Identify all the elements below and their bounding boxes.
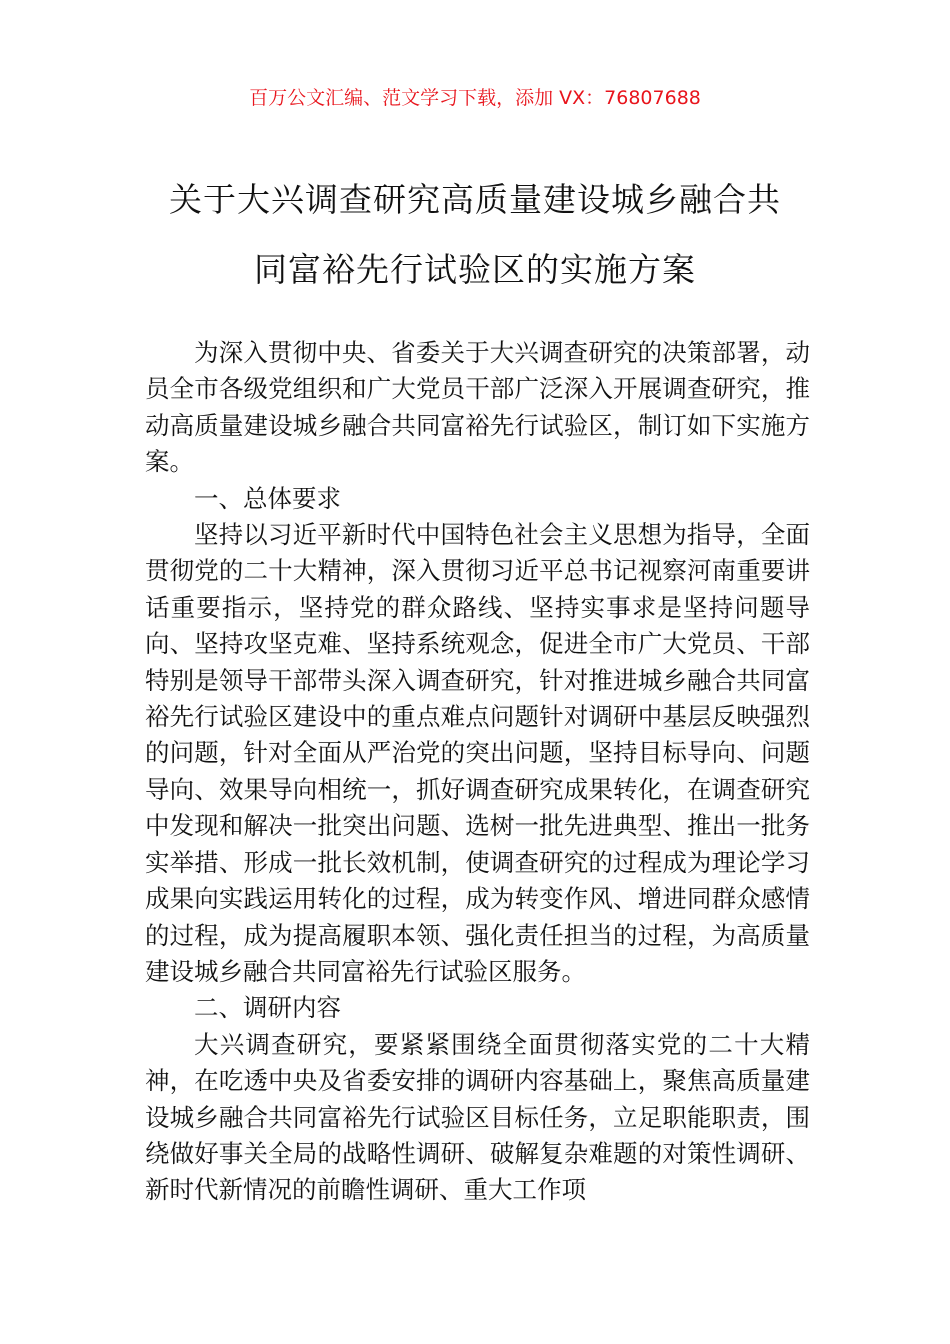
intro-paragraph: 为深入贯彻中央、省委关于大兴调查研究的决策部署，动员全市各级党组织和广大党员干部广泛深入开展调查研究，推动高质量建设城乡融合共同富裕先行试验区，制订如下实施方案。 [145, 338, 810, 477]
document-body [145, 335, 810, 1209]
document-title-line-2: 同富裕先行试验区的实施方案 [254, 250, 696, 289]
section-heading-research-content: 二、调研内容 [194, 993, 341, 1023]
document-title-line-1: 关于大兴调查研究高质量建设城乡融合共 [169, 180, 781, 219]
section-heading-overall-requirements: 一、总体要求 [194, 483, 341, 513]
section-paragraph-overall-requirements: 坚持以习近平新时代中国特色社会主义思想为指导，全面贯彻党的二十大精神，深入贯彻习近平总书记视察河南重要讲话重要指示，坚持党的群众路线、坚持实事求是坚持问题导向、坚持攻坚克难、坚持系统观念，促进全市广大党员、干部特别是领导干部带头深入调查研究，针对推进城乡融合共同富裕先行试验区建设中的重点难点问题针对调研中基层反映强烈的问题，针对全面从严治党的突出问题，坚持目标导向、问题导向、效果导向相统一，抓好调查研究成果转化，在调查研究中发现和解决一批突出问题、选树一批先进典型、推出一批务实举措、形成一批长效机制，使调查研究的过程成为理论学习成果向实践运用转化的过程，成为转变作风、增进同群众感情的过程，成为提高履职本领、强化责任担当的过程，为高质量建设城乡融合共同富裕先行试验区服务。 [145, 520, 810, 986]
header-watermark-note: 百万公文汇编、范文学习下载，添加 VX：76807688 [249, 87, 701, 109]
section-paragraph-research-content: 大兴调查研究，要紧紧围绕全面贯彻落实党的二十大精神，在吃透中央及省委安排的调研内容基础上，聚焦高质量建设城乡融合共同富裕先行试验区目标任务，立足职能职责，围绕做好事关全局的战略性调研、破解复杂难题的对策性调研、新时代新情况的前瞻性调研、重大工作项 [145, 1029, 810, 1205]
